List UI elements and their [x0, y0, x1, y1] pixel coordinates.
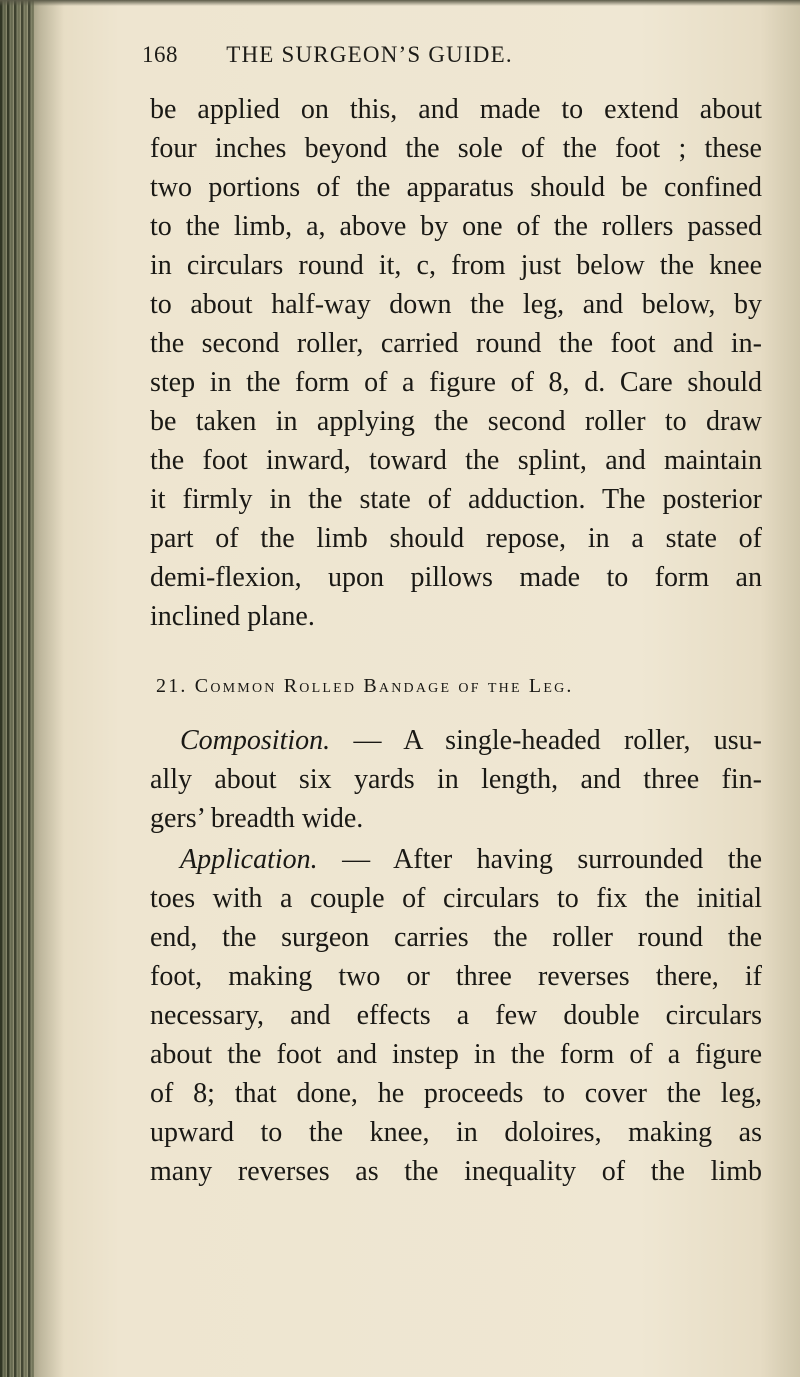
application-first-line — [180, 843, 762, 877]
running-title: THE SURGEON’S GUIDE. — [226, 42, 513, 67]
composition-first-line — [180, 724, 762, 758]
gutter-shadow — [34, 0, 64, 1377]
text-line: it firmly in the state of adduction. The posterior — [150, 484, 762, 515]
text-line: demi-flexion, upon pillows made to form an — [150, 562, 762, 593]
text-line: ally about six yards in length, and three fin- — [150, 764, 762, 795]
text-line: necessary, and effects a few double circulars — [150, 1000, 762, 1031]
text-line: of 8; that done, he proceeds to cover the leg, — [150, 1078, 762, 1109]
text-line: end, the surgeon carries the roller round the — [150, 922, 762, 953]
text-line: two portions of the apparatus should be confined — [150, 172, 762, 203]
text-line: part of the limb should repose, in a state of — [150, 523, 762, 554]
composition-text: — A single-headed roller, usu- — [353, 725, 763, 756]
running-head — [142, 42, 642, 68]
text-line: inclined plane. — [150, 601, 315, 632]
text-line: upward to the knee, in doloires, making as — [150, 1117, 762, 1148]
text-line: many reverses as the inequality of the limb — [150, 1156, 762, 1187]
composition-label: Composition. — [180, 725, 331, 756]
text-line: about the foot and instep in the form of a figure — [150, 1039, 762, 1070]
text-line: the second roller, carried round the foot and in- — [150, 328, 762, 359]
text-line: gers’ breadth wide. — [150, 803, 364, 834]
page-number: 168 — [142, 42, 178, 67]
text-line: toes with a couple of circulars to fix the initial — [150, 883, 762, 914]
text-line: in circulars round it, c, from just below the knee — [150, 250, 762, 281]
text-line: step in the form of a figure of 8, d. Care should — [150, 367, 762, 398]
text-line: the foot inward, toward the splint, and maintain — [150, 445, 762, 476]
application-text: — After having surrounded the — [342, 844, 762, 875]
text-line: to about half-way down the leg, and below, by — [150, 289, 762, 320]
text-line: foot, making two or three reverses there, if — [150, 961, 762, 992]
text-line: to the limb, a, above by one of the rollers passed — [150, 211, 762, 242]
application-label: Application. — [180, 844, 318, 875]
page-top-edge — [0, 0, 800, 6]
text-line: be applied on this, and made to extend about — [150, 94, 762, 125]
book-binding-edge — [0, 0, 34, 1377]
text-line: be taken in applying the second roller to draw — [150, 406, 762, 437]
section-heading: 21. Common Rolled Bandage of the Leg. — [156, 675, 574, 697]
text-line: four inches beyond the sole of the foot ; these — [150, 133, 762, 164]
